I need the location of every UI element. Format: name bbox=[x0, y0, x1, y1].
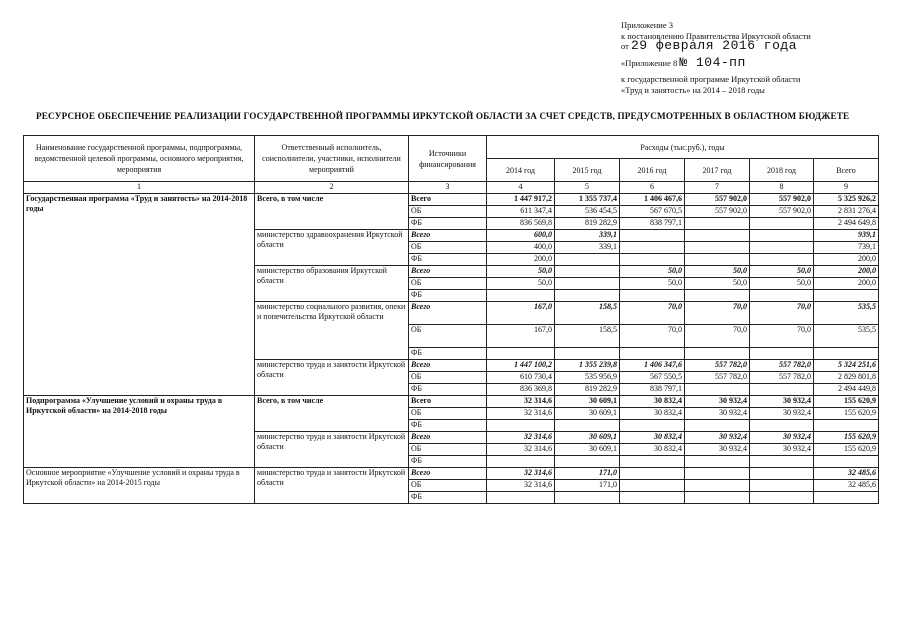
amount-cell: 557 902,0 bbox=[750, 206, 814, 218]
amount-cell bbox=[620, 230, 685, 242]
amount-cell: 1 355 737,4 bbox=[555, 194, 620, 206]
source-cell: Всего bbox=[409, 302, 487, 325]
header-line-2: к постановлению Правительства Иркутской области bbox=[621, 30, 811, 41]
amount-cell: 600,0 bbox=[487, 230, 555, 242]
source-cell: ФБ bbox=[409, 492, 487, 504]
amount-cell: 200,0 bbox=[814, 254, 879, 266]
amount-cell: 200,0 bbox=[814, 266, 879, 278]
amount-cell: 836 569,8 bbox=[487, 218, 555, 230]
table-row bbox=[24, 468, 879, 480]
amount-cell bbox=[685, 230, 750, 242]
col-number: 3 bbox=[409, 182, 487, 194]
amount-cell bbox=[555, 420, 620, 432]
col-number: 9 bbox=[814, 182, 879, 194]
amount-cell: 32 314,6 bbox=[487, 480, 555, 492]
table-body bbox=[24, 194, 879, 504]
amount-cell bbox=[555, 278, 620, 290]
amount-cell: 70,0 bbox=[750, 302, 814, 325]
amount-cell: 557 782,0 bbox=[685, 360, 750, 372]
header-line-1: Приложение 3 bbox=[621, 20, 673, 30]
amount-cell bbox=[620, 290, 685, 302]
program-name-cell: Государственная программа «Труд и занятость» на 2014-2018 годы bbox=[24, 194, 255, 396]
amount-cell bbox=[620, 420, 685, 432]
amount-cell bbox=[555, 290, 620, 302]
amount-cell: 70,0 bbox=[685, 325, 750, 348]
amount-cell: 536 454,5 bbox=[555, 206, 620, 218]
amount-cell bbox=[487, 290, 555, 302]
col-number: 8 bbox=[750, 182, 814, 194]
source-cell: ОБ bbox=[409, 325, 487, 348]
amount-cell: 5 325 926,2 bbox=[814, 194, 879, 206]
amount-cell: 30 832,4 bbox=[620, 432, 685, 444]
amount-cell: 158,5 bbox=[555, 302, 620, 325]
header-appendix-line bbox=[621, 55, 811, 74]
amount-cell bbox=[814, 456, 879, 468]
header-col-executor: Ответственный исполнитель, соисполнители, участники, исполнители мероприятий bbox=[255, 136, 409, 182]
col-number: 2 bbox=[255, 182, 409, 194]
amount-cell bbox=[685, 242, 750, 254]
amount-cell: 535 956,9 bbox=[555, 372, 620, 384]
amount-cell bbox=[750, 230, 814, 242]
executor-cell: министерство социального развития, опеки и попечительства Иркутской области bbox=[255, 302, 409, 360]
table-header bbox=[24, 136, 879, 194]
amount-cell bbox=[555, 348, 620, 360]
amount-cell: 2 494 649,8 bbox=[814, 218, 879, 230]
amount-cell: 939,1 bbox=[814, 230, 879, 242]
amount-cell: 30 609,1 bbox=[555, 444, 620, 456]
amount-cell: 30 932,4 bbox=[685, 408, 750, 420]
amount-cell bbox=[487, 420, 555, 432]
source-cell: ОБ bbox=[409, 408, 487, 420]
source-cell: Всего bbox=[409, 432, 487, 444]
amount-cell bbox=[487, 456, 555, 468]
amount-cell: 557 782,0 bbox=[750, 372, 814, 384]
source-cell: ОБ bbox=[409, 242, 487, 254]
header-appendix-prefix: «Приложение 8 bbox=[621, 58, 678, 68]
header-total: Всего bbox=[814, 159, 879, 182]
amount-cell: 70,0 bbox=[620, 325, 685, 348]
executor-cell: министерство труда и занятости Иркутской области bbox=[255, 432, 409, 468]
amount-cell: 567 550,5 bbox=[620, 372, 685, 384]
amount-cell: 167,0 bbox=[487, 302, 555, 325]
amount-cell: 739,1 bbox=[814, 242, 879, 254]
amount-cell bbox=[685, 290, 750, 302]
amount-cell: 30 609,1 bbox=[555, 396, 620, 408]
col-number: 5 bbox=[555, 182, 620, 194]
header-date-prefix: от bbox=[621, 41, 629, 51]
amount-cell: 158,5 bbox=[555, 325, 620, 348]
amount-cell bbox=[620, 480, 685, 492]
executor-cell: министерство труда и занятости Иркутской области bbox=[255, 468, 409, 504]
amount-cell: 155 620,9 bbox=[814, 432, 879, 444]
amount-cell: 567 670,5 bbox=[620, 206, 685, 218]
amount-cell bbox=[814, 492, 879, 504]
amount-cell bbox=[750, 384, 814, 396]
amount-cell: 167,0 bbox=[487, 325, 555, 348]
source-cell: ОБ bbox=[409, 444, 487, 456]
amount-cell: 535,5 bbox=[814, 302, 879, 325]
amount-cell: 171,0 bbox=[555, 480, 620, 492]
amount-cell bbox=[620, 242, 685, 254]
amount-cell: 30 932,4 bbox=[750, 444, 814, 456]
amount-cell bbox=[555, 456, 620, 468]
amount-cell: 155 620,9 bbox=[814, 408, 879, 420]
amount-cell: 32 485,6 bbox=[814, 468, 879, 480]
table-row bbox=[24, 396, 879, 408]
header-col-name: Наименование государственной программы, подпрограммы, ведомственной целевой программы, основного мероприятия, мероприятия bbox=[24, 136, 255, 182]
source-cell: ФБ bbox=[409, 348, 487, 360]
amount-cell bbox=[685, 384, 750, 396]
amount-cell bbox=[685, 480, 750, 492]
amount-cell: 2 829 801,8 bbox=[814, 372, 879, 384]
amount-cell: 30 832,4 bbox=[620, 396, 685, 408]
amount-cell bbox=[487, 348, 555, 360]
amount-cell: 70,0 bbox=[685, 302, 750, 325]
amount-cell: 70,0 bbox=[750, 325, 814, 348]
amount-cell: 2 831 276,4 bbox=[814, 206, 879, 218]
amount-cell: 611 347,4 bbox=[487, 206, 555, 218]
source-cell: ФБ bbox=[409, 218, 487, 230]
page-title: РЕСУРСНОЕ ОБЕСПЕЧЕНИЕ РЕАЛИЗАЦИИ ГОСУДАРСТВЕННОЙ ПРОГРАММЫ ИРКУТСКОЙ ОБЛАСТИ ЗА СЧЕТ СРЕДСТВ, ПРЕДУСМОТРЕННЫХ В ОБЛАСТНОМ БЮДЖЕТЕ bbox=[36, 111, 850, 121]
amount-cell: 50,0 bbox=[620, 266, 685, 278]
amount-cell bbox=[685, 492, 750, 504]
amount-cell bbox=[750, 254, 814, 266]
amount-cell bbox=[555, 266, 620, 278]
amount-cell: 171,0 bbox=[555, 468, 620, 480]
amount-cell bbox=[685, 456, 750, 468]
amount-cell: 30 932,4 bbox=[685, 432, 750, 444]
amount-cell: 32 485,6 bbox=[814, 480, 879, 492]
amount-cell bbox=[685, 218, 750, 230]
amount-cell bbox=[750, 492, 814, 504]
amount-cell bbox=[685, 254, 750, 266]
amount-cell bbox=[750, 456, 814, 468]
amount-cell: 30 609,1 bbox=[555, 408, 620, 420]
amount-cell: 50,0 bbox=[750, 266, 814, 278]
amount-cell: 557 902,0 bbox=[685, 194, 750, 206]
amount-cell: 30 609,1 bbox=[555, 432, 620, 444]
amount-cell bbox=[620, 254, 685, 266]
amount-cell: 50,0 bbox=[487, 266, 555, 278]
amount-cell: 557 902,0 bbox=[685, 206, 750, 218]
source-cell: ОБ bbox=[409, 278, 487, 290]
amount-cell: 838 797,1 bbox=[620, 384, 685, 396]
amount-cell: 819 282,9 bbox=[555, 384, 620, 396]
amount-cell bbox=[620, 468, 685, 480]
source-cell: ОБ bbox=[409, 480, 487, 492]
amount-cell bbox=[620, 492, 685, 504]
amount-cell: 2 494 449,8 bbox=[814, 384, 879, 396]
amount-cell bbox=[750, 218, 814, 230]
amount-cell: 1 447 100,2 bbox=[487, 360, 555, 372]
header-year-2017: 2017 год bbox=[685, 159, 750, 182]
amount-cell bbox=[620, 456, 685, 468]
amount-cell: 838 797,1 bbox=[620, 218, 685, 230]
amount-cell bbox=[685, 348, 750, 360]
amount-cell: 32 314,6 bbox=[487, 468, 555, 480]
header-date-handwritten: 29 февраля 2016 года bbox=[630, 38, 798, 53]
amount-cell bbox=[750, 480, 814, 492]
amount-cell: 1 447 917,2 bbox=[487, 194, 555, 206]
amount-cell bbox=[750, 242, 814, 254]
source-cell: Всего bbox=[409, 468, 487, 480]
amount-cell: 155 620,9 bbox=[814, 396, 879, 408]
amount-cell bbox=[620, 348, 685, 360]
amount-cell: 50,0 bbox=[620, 278, 685, 290]
amount-cell: 557 782,0 bbox=[750, 360, 814, 372]
col-number: 7 bbox=[685, 182, 750, 194]
source-cell: ФБ bbox=[409, 254, 487, 266]
amount-cell bbox=[814, 290, 879, 302]
amount-cell: 200,0 bbox=[487, 254, 555, 266]
amount-cell bbox=[750, 468, 814, 480]
amount-cell: 50,0 bbox=[487, 278, 555, 290]
amount-cell: 400,0 bbox=[487, 242, 555, 254]
amount-cell: 30 932,4 bbox=[750, 396, 814, 408]
header-expenses: Расходы (тыс.руб.), годы bbox=[487, 136, 879, 159]
amount-cell: 30 832,4 bbox=[620, 408, 685, 420]
header-line-6: «Труд и занятость» на 2014 – 2018 годы bbox=[621, 84, 765, 95]
program-name-cell: Подпрограмма «Улучшение условий и охраны труда в Иркутской области» на 2014-2018 годы bbox=[24, 396, 255, 468]
program-name-cell: Основное мероприятие «Улучшение условий и охраны труда в Иркутской области» на 2014-2015 годы bbox=[24, 468, 255, 504]
amount-cell bbox=[685, 420, 750, 432]
source-cell: ФБ bbox=[409, 384, 487, 396]
executor-cell: министерство образования Иркутской области bbox=[255, 266, 409, 302]
amount-cell: 50,0 bbox=[750, 278, 814, 290]
header-line-5: к государственной программе Иркутской области bbox=[621, 74, 801, 84]
amount-cell: 610 730,4 bbox=[487, 372, 555, 384]
resource-table bbox=[23, 135, 879, 504]
amount-cell bbox=[750, 290, 814, 302]
amount-cell bbox=[487, 492, 555, 504]
document-header bbox=[621, 20, 811, 95]
amount-cell: 1 355 239,8 bbox=[555, 360, 620, 372]
amount-cell: 32 314,6 bbox=[487, 444, 555, 456]
amount-cell: 339,1 bbox=[555, 230, 620, 242]
source-cell: ФБ bbox=[409, 456, 487, 468]
header-col-source: Источники финансирования bbox=[409, 136, 487, 182]
amount-cell bbox=[814, 420, 879, 432]
amount-cell: 155 620,9 bbox=[814, 444, 879, 456]
amount-cell bbox=[814, 348, 879, 360]
source-cell: ОБ bbox=[409, 206, 487, 218]
source-cell: ФБ bbox=[409, 420, 487, 432]
amount-cell: 30 932,4 bbox=[685, 396, 750, 408]
header-year-2014: 2014 год bbox=[487, 159, 555, 182]
col-number: 6 bbox=[620, 182, 685, 194]
executor-cell: Всего, в том числе bbox=[255, 396, 409, 432]
amount-cell bbox=[750, 348, 814, 360]
amount-cell: 30 932,4 bbox=[750, 432, 814, 444]
amount-cell: 30 832,4 bbox=[620, 444, 685, 456]
source-cell: Всего bbox=[409, 396, 487, 408]
source-cell: Всего bbox=[409, 194, 487, 206]
executor-cell: Всего, в том числе bbox=[255, 194, 409, 230]
amount-cell bbox=[555, 492, 620, 504]
col-number: 4 bbox=[487, 182, 555, 194]
amount-cell: 30 932,4 bbox=[685, 444, 750, 456]
amount-cell: 557 782,0 bbox=[685, 372, 750, 384]
header-year-2016: 2016 год bbox=[620, 159, 685, 182]
amount-cell: 50,0 bbox=[685, 266, 750, 278]
amount-cell: 1 406 467,6 bbox=[620, 194, 685, 206]
header-year-2018: 2018 год bbox=[750, 159, 814, 182]
table-row bbox=[24, 194, 879, 206]
amount-cell: 32 314,6 bbox=[487, 432, 555, 444]
source-cell: Всего bbox=[409, 360, 487, 372]
amount-cell: 70,0 bbox=[620, 302, 685, 325]
amount-cell bbox=[685, 468, 750, 480]
amount-cell: 535,5 bbox=[814, 325, 879, 348]
amount-cell: 819 282,9 bbox=[555, 218, 620, 230]
amount-cell bbox=[750, 420, 814, 432]
amount-cell: 32 314,6 bbox=[487, 396, 555, 408]
amount-cell: 50,0 bbox=[685, 278, 750, 290]
header-year-2015: 2015 год bbox=[555, 159, 620, 182]
source-cell: Всего bbox=[409, 230, 487, 242]
source-cell: ОБ bbox=[409, 372, 487, 384]
executor-cell: министерство труда и занятости Иркутской области bbox=[255, 360, 409, 396]
source-cell: ФБ bbox=[409, 290, 487, 302]
amount-cell: 200,0 bbox=[814, 278, 879, 290]
amount-cell bbox=[555, 254, 620, 266]
col-number: 1 bbox=[24, 182, 255, 194]
amount-cell: 339,1 bbox=[555, 242, 620, 254]
amount-cell: 32 314,6 bbox=[487, 408, 555, 420]
source-cell: Всего bbox=[409, 266, 487, 278]
amount-cell: 5 324 251,6 bbox=[814, 360, 879, 372]
header-number-handwritten: № 104-пп bbox=[679, 55, 746, 70]
amount-cell: 30 932,4 bbox=[750, 408, 814, 420]
amount-cell: 1 406 347,6 bbox=[620, 360, 685, 372]
executor-cell: министерство здравоохранения Иркутской области bbox=[255, 230, 409, 266]
amount-cell: 557 902,0 bbox=[750, 194, 814, 206]
amount-cell: 836 369,8 bbox=[487, 384, 555, 396]
